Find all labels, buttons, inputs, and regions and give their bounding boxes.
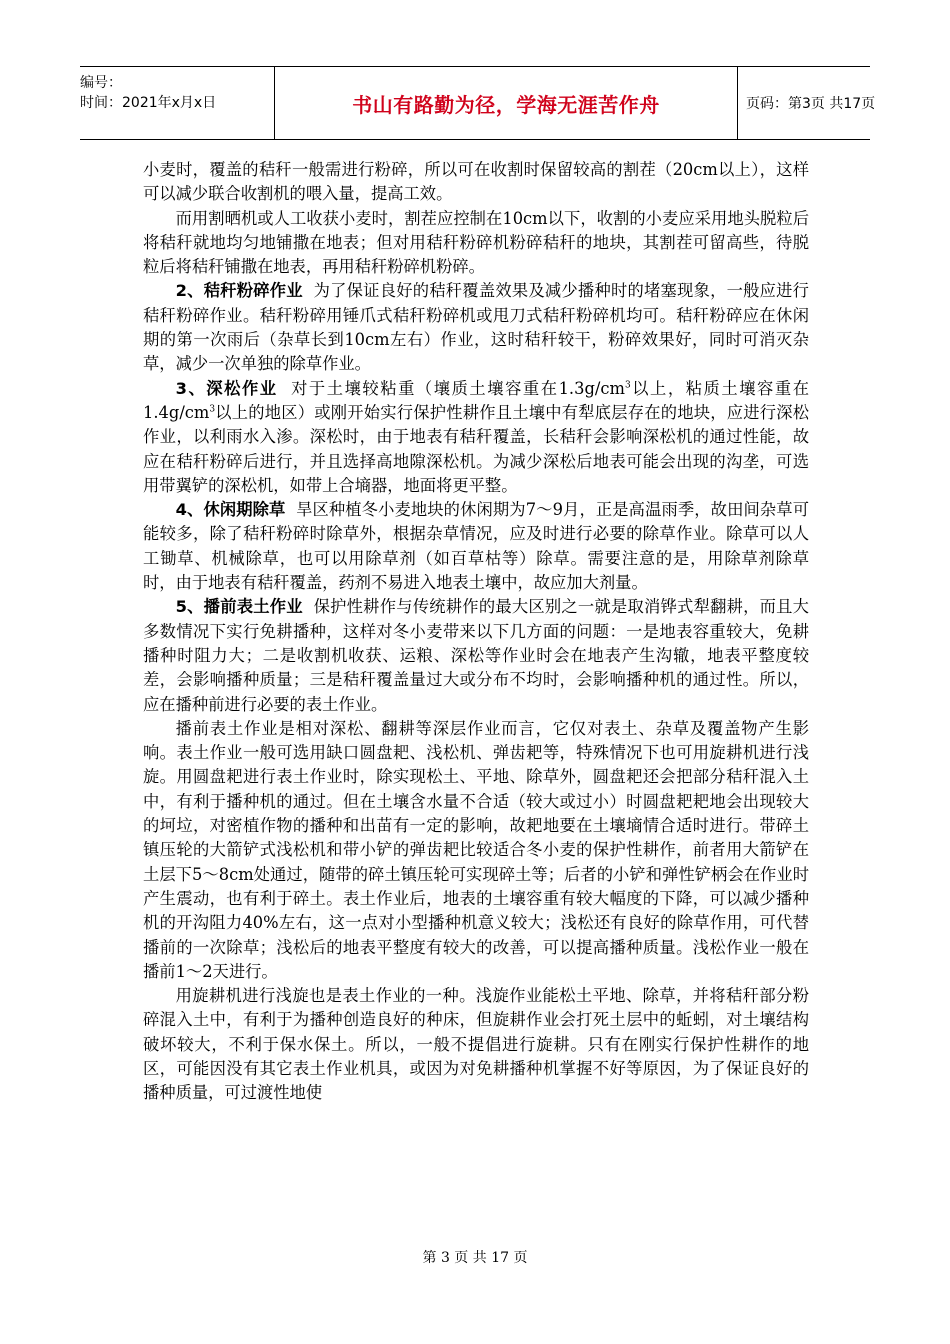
paragraph: 5、播前表土作业 保护性耕作与传统耕作的最大区别之一就是取消铧式犁翻耕，而且大多数情况下实行免耕播种，这样对冬小麦带来以下几方面的问题：一是地表容重较大，免耕播种时阻力大；二是收割机收获、运粮、深松等作业时会在地表产生沟辙，地表平整度较差，会影响播种质量；三是秸秆覆盖量过大或分布不均时，会影响播种机的通过性。所以，应在播种前进行必要的表土作业。 — [143, 597, 809, 714]
section-heading: 5、播前表土作业 — [175, 597, 303, 617]
page-header — [80, 66, 876, 140]
document-number-label: 编号： — [80, 75, 122, 91]
document-date: 时间：2021年x月x日 — [80, 95, 217, 111]
paragraph: 2、秸秆粉碎作业 为了保证良好的秸秆覆盖效果及减少播种时的堵塞现象，一般应进行秸秆粉碎作业。秸秆粉碎用锤爪式秸秆粉碎机或甩刀式秸秆粉碎机均可。秸秆粉碎应在休闲期的第一次雨后（杂草长到10cm左右）作业，这时秸秆较干，粉碎效果好，同时可消灭杂草，减少一次单独的除草作业。 — [143, 281, 809, 374]
paragraph: 小麦时，覆盖的秸秆一般需进行粉碎，所以可在收割时保留较高的割茬（20cm以上），这样可以减少联合收割机的喂入量，提高工效。 — [143, 160, 809, 204]
header-motto: 书山有路勤为径，学海无涯苦作舟 — [274, 67, 738, 139]
section-heading: 2、秸秆粉碎作业 — [175, 281, 303, 301]
section-heading: 3、深松作业 — [175, 378, 278, 398]
paragraph: 3、深松作业 对于土壤较粘重（壤质土壤容重在$1.3g/cm^3$以上，粘质土壤容重在$1.4g/cm^3$以上的地区）或刚开始实行保护性耕作且土壤中有犁底层存在的地块，应进行深松作业，以利雨水入渗。深松时，由于地表有秸秆覆盖，长秸秆会影响深松机的通过性能，故应在秸秆粉碎后进行，并且选择高地隙深松机。为减少深松后地表可能会出现的沟垄，可选用带翼铲的深松机，如带上合墒器，地面将更平整。 — [143, 378, 809, 495]
document-body — [143, 158, 809, 1106]
paragraph: 播前表土作业是相对深松、翻耕等深层作业而言，它仅对表土、杂草及覆盖物产生影响。表土作业一般可选用缺口圆盘耙、浅松机、弹齿耙等，特殊情况下也可用旋耕机进行浅旋。用圆盘耙进行表土作业时，除实现松土、平地、除草外，圆盘耙还会把部分秸秆混入土中，有利于播种机的通过。但在土壤含水量不合适（较大或过小）时圆盘耙耙地会出现较大的坷垃，对密植作物的播种和出苗有一定的影响，故耙地要在土壤墒情合适时进行。带碎土镇压轮的大箭铲式浅松机和带小铲的弹齿耙比较适合冬小麦的保护性耕作，前者用大箭铲在土层下5～8cm处通过，随带的碎土镇压轮可实现碎土等；后者的小铲和弹性铲柄会在作业时产生震动，也有利于碎土。表土作业后，地表的土壤容重有较大幅度的下降，可以减少播种机的开沟阻力40%左右，这一点对小型播种机意义较大；浅松还有良好的除草作用，可代替播前的一次除草；浅松后的地表平整度有较大的改善，可以提高播种质量。浅松作业一般在播前1～2天进行。 — [143, 718, 809, 981]
page-footer: 第 3 页 共 17 页 — [422, 1250, 528, 1266]
header-meta — [80, 67, 274, 139]
header-page-number: 页码：第3页 共17页 — [746, 96, 876, 112]
paragraph: 而用割晒机或人工收获小麦时，割茬应控制在10cm以下，收割的小麦应采用地头脱粒后将秸秆就地均匀地铺撒在地表；但对用秸秆粉碎机粉碎秸秆的地块，其割茬可留高些，待脱粒后将秸秆铺撒在地表，再用秸秆粉碎机粉碎。 — [143, 208, 809, 277]
paragraph: 用旋耕机进行浅旋也是表土作业的一种。浅旋作业能松土平地、除草，并将秸秆部分粉碎混入土中，有利于为播种创造良好的种床，但旋耕作业会打死土层中的蚯蚓，对土壤结构破坏较大，不利于保水保土。所以，一般不提倡进行旋耕。只有在刚实行保护性耕作的地区，可能因没有其它表土作业机具，或因为对免耕播种机掌握不好等原因，为了保证良好的播种质量，可过渡性地使 — [143, 986, 809, 1103]
paragraph: 4、休闲期除草 旱区种植冬小麦地块的休闲期为7～9月，正是高温雨季，故田间杂草可能较多，除了秸秆粉碎时除草外，根据杂草情况，应及时进行必要的除草作业。除草可以人工锄草、机械除草，也可以用除草剂（如百草枯等）除草。需要注意的是，用除草剂除草时，由于地表有秸秆覆盖，药剂不易进入地表土壤中，故应加大剂量。 — [143, 500, 809, 593]
section-heading: 4、休闲期除草 — [175, 500, 286, 520]
